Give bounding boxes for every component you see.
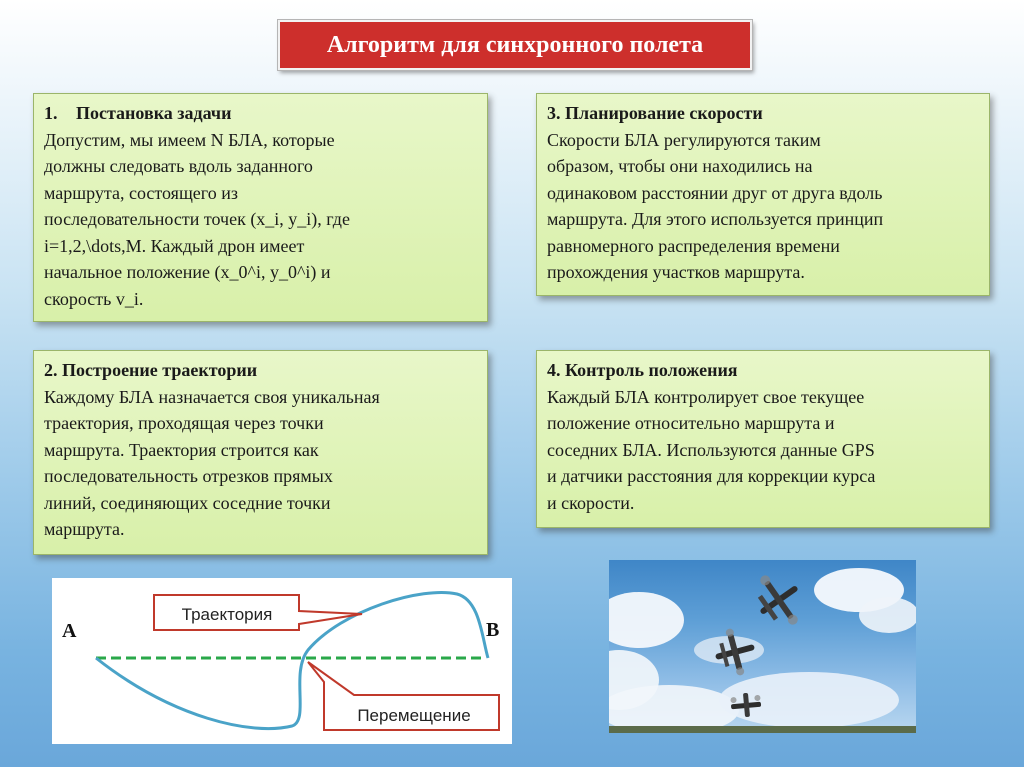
card-line: i=1,2,\dots,M. Каждый дрон имеет bbox=[44, 235, 305, 256]
card-line: положение относительно маршрута и bbox=[547, 413, 835, 433]
card-line: равномерного распределения времени bbox=[547, 235, 840, 256]
card-line: линий, соединяющих соседние точки bbox=[44, 492, 331, 513]
card-speed-planning bbox=[536, 93, 990, 296]
card-heading: 4. Контроль положения bbox=[547, 360, 738, 380]
card-heading: 2. Построение траектории bbox=[44, 360, 258, 380]
treeline bbox=[609, 726, 916, 733]
drone bbox=[744, 564, 813, 637]
drones-photo bbox=[609, 560, 916, 733]
card-line: одинаковом расстоянии друг от друга вдоль bbox=[547, 182, 883, 203]
card-line: последовательность отрезков прямых bbox=[44, 466, 333, 486]
card-line: соседних БЛА. Используются данные GPS bbox=[547, 439, 875, 460]
trajectory-callout-label: Траектория bbox=[181, 605, 273, 624]
trajectory-diagram-svg bbox=[52, 578, 512, 744]
card-line: скорость v_i. bbox=[44, 288, 144, 309]
card-line: траектория, проходящая через точки bbox=[44, 413, 324, 433]
card-heading bbox=[44, 100, 477, 127]
card-number: 1. bbox=[44, 103, 58, 123]
card-heading-text: Постановка задачи bbox=[76, 103, 232, 123]
card-trajectory-construction bbox=[33, 350, 488, 555]
card-line: и датчики расстояния для коррекции курса bbox=[547, 466, 876, 486]
card-problem-statement bbox=[33, 93, 488, 322]
card-line: маршрута. Для этого используется принцип bbox=[547, 209, 884, 229]
card-line: образом, чтобы они находились на bbox=[547, 156, 813, 176]
card-line: Каждый БЛА контролирует свое текущее bbox=[547, 386, 865, 407]
trajectory-diagram bbox=[52, 578, 512, 744]
drones-photo-illustration bbox=[609, 560, 916, 733]
card-line: Допустим, мы имеем N БЛА, которые bbox=[44, 129, 335, 150]
slide-title: Алгоритм для синхронного полета bbox=[278, 20, 752, 70]
card-line: маршрута. bbox=[44, 519, 125, 539]
card-position-control bbox=[536, 350, 990, 528]
displacement-callout-label: Перемещение bbox=[357, 706, 471, 725]
cloud bbox=[609, 685, 739, 733]
card-line: прохождения участков маршрута. bbox=[547, 262, 805, 282]
card-line: и скорости. bbox=[547, 492, 635, 513]
card-line: последовательности точек (x_i, y_i), где bbox=[44, 209, 350, 229]
point-b-label: B bbox=[486, 619, 500, 641]
card-line: должны следовать вдоль заданного bbox=[44, 156, 313, 176]
point-a-label: A bbox=[62, 620, 77, 642]
card-line: маршрута, состоящего из bbox=[44, 182, 238, 203]
card-line: начальное положение (x_0^i, y_0^i) и bbox=[44, 262, 331, 282]
card-heading: 3. Планирование скорости bbox=[547, 103, 763, 123]
card-line: Каждому БЛА назначается своя уникальная bbox=[44, 386, 380, 407]
card-line: маршрута. Траектория строится как bbox=[44, 439, 319, 460]
cloud bbox=[609, 592, 684, 648]
card-line: Скорости БЛА регулируются таким bbox=[547, 129, 821, 150]
